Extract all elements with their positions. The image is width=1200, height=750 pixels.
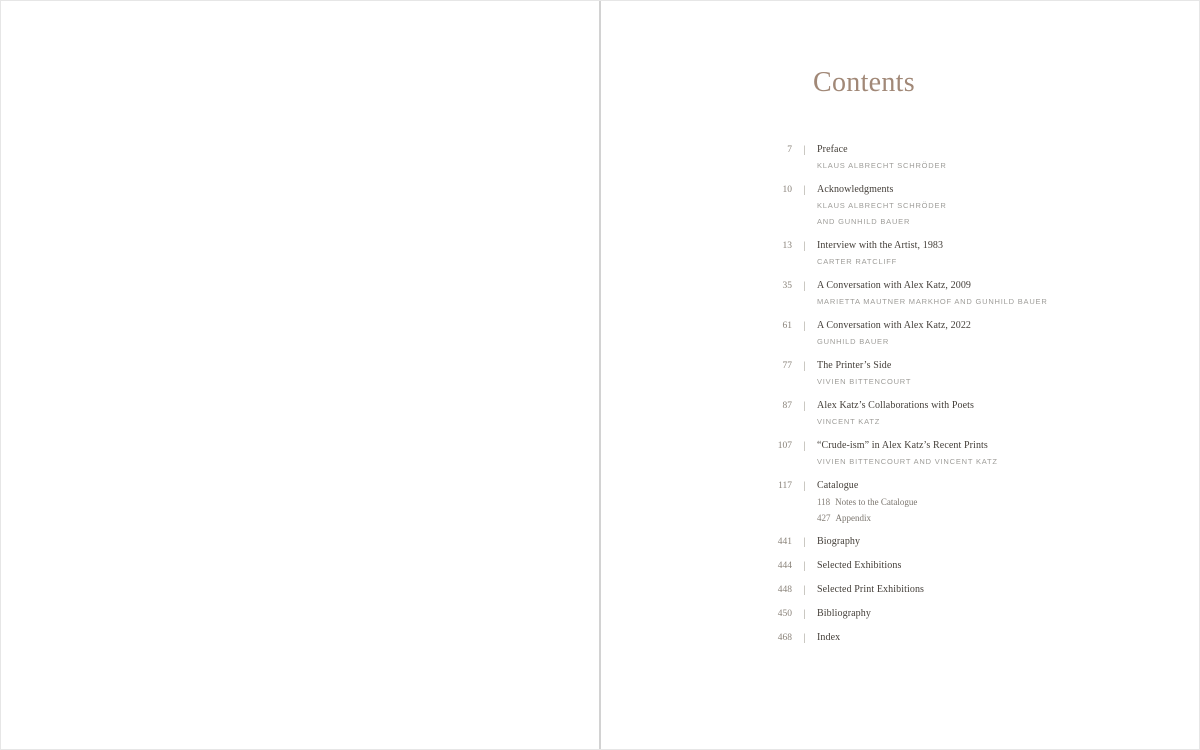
toc-entry xyxy=(601,438,1199,470)
table-of-contents xyxy=(601,142,1199,654)
toc-entry-author: MARIETTA MAUTNER MARKHOF AND GUNHILD BAUER xyxy=(817,297,1048,306)
toc-entry xyxy=(601,534,1199,550)
toc-entry-title: Interview with the Artist, 1983 xyxy=(817,240,944,251)
toc-entry xyxy=(601,142,1199,174)
toc-entry xyxy=(601,582,1199,598)
toc-subitem-label: Appendix xyxy=(835,513,871,523)
toc-entry xyxy=(601,358,1199,390)
toc-entry-title: The Printer’s Side xyxy=(817,360,892,371)
toc-separator: | xyxy=(803,584,806,596)
toc-separator: | xyxy=(803,608,806,620)
toc-subitem-page: 118 xyxy=(817,497,831,507)
toc-separator: | xyxy=(803,536,806,548)
toc-separator: | xyxy=(803,632,806,644)
toc-entry xyxy=(601,606,1199,622)
toc-entry xyxy=(601,558,1199,574)
toc-entry-title: Bibliography xyxy=(817,608,871,619)
toc-separator: | xyxy=(803,184,806,196)
toc-entry-author: GUNHILD BAUER xyxy=(817,337,890,346)
toc-entry xyxy=(601,478,1199,526)
toc-subitem xyxy=(817,494,1199,510)
toc-entry-title: Preface xyxy=(817,144,848,155)
toc-page-number: 448 xyxy=(777,585,792,595)
toc-entry-title: Index xyxy=(817,632,841,643)
toc-entry-title: Selected Print Exhibitions xyxy=(817,584,925,595)
toc-page-number: 77 xyxy=(782,361,792,371)
toc-separator: | xyxy=(803,280,806,292)
toc-entry-author: CARTER RATCLIFF xyxy=(817,257,898,266)
toc-separator: | xyxy=(803,320,806,332)
toc-subitem xyxy=(817,510,1199,526)
contents-heading: Contents xyxy=(813,67,915,98)
toc-entry xyxy=(601,278,1199,310)
toc-page-number: 7 xyxy=(787,145,792,155)
toc-entry-title: Catalogue xyxy=(817,480,859,491)
toc-page-number: 450 xyxy=(777,609,792,619)
toc-entry-author: VIVIEN BITTENCOURT AND VINCENT KATZ xyxy=(817,457,998,466)
left-page-blank xyxy=(1,1,599,749)
toc-page-number: 10 xyxy=(782,185,792,195)
toc-page-number: 13 xyxy=(782,241,792,251)
toc-separator: | xyxy=(803,360,806,372)
toc-page-number: 444 xyxy=(777,561,792,571)
toc-entry-title: Alex Katz’s Collaborations with Poets xyxy=(817,400,975,411)
toc-entry-author: AND GUNHILD BAUER xyxy=(817,217,911,226)
toc-entry xyxy=(601,182,1199,230)
toc-separator: | xyxy=(803,440,806,452)
toc-page-number: 107 xyxy=(777,441,792,451)
toc-separator: | xyxy=(803,144,806,156)
toc-page-number: 468 xyxy=(777,633,792,643)
toc-page-number: 441 xyxy=(777,537,792,547)
toc-entry-title: A Conversation with Alex Katz, 2022 xyxy=(817,320,972,331)
toc-entry-author: VIVIEN BITTENCOURT xyxy=(817,377,912,386)
toc-subitem-label: Notes to the Catalogue xyxy=(835,497,918,507)
toc-entry-title: Biography xyxy=(817,536,861,547)
toc-separator: | xyxy=(803,560,806,572)
toc-page-number: 87 xyxy=(782,401,792,411)
toc-entry-author: VINCENT KATZ xyxy=(817,417,881,426)
toc-entry-title: A Conversation with Alex Katz, 2009 xyxy=(817,280,972,291)
toc-entry xyxy=(601,238,1199,270)
toc-separator: | xyxy=(803,240,806,252)
toc-entry-title: Acknowledgments xyxy=(817,184,894,195)
toc-entry-title: “Crude-ism” in Alex Katz’s Recent Prints xyxy=(817,440,988,451)
toc-entry-author: KLAUS ALBRECHT SCHRÖDER xyxy=(817,201,947,210)
toc-entry xyxy=(601,630,1199,646)
toc-entry-author: KLAUS ALBRECHT SCHRÖDER xyxy=(817,161,947,170)
right-page-contents xyxy=(601,1,1199,749)
toc-separator: | xyxy=(803,480,806,492)
toc-page-number: 35 xyxy=(782,281,792,291)
toc-subitem-page: 427 xyxy=(817,513,831,523)
toc-separator: | xyxy=(803,400,806,412)
toc-entry xyxy=(601,318,1199,350)
toc-page-number: 61 xyxy=(782,321,792,331)
toc-entry-title: Selected Exhibitions xyxy=(817,560,902,571)
toc-entry xyxy=(601,398,1199,430)
toc-page-number: 117 xyxy=(778,481,792,491)
